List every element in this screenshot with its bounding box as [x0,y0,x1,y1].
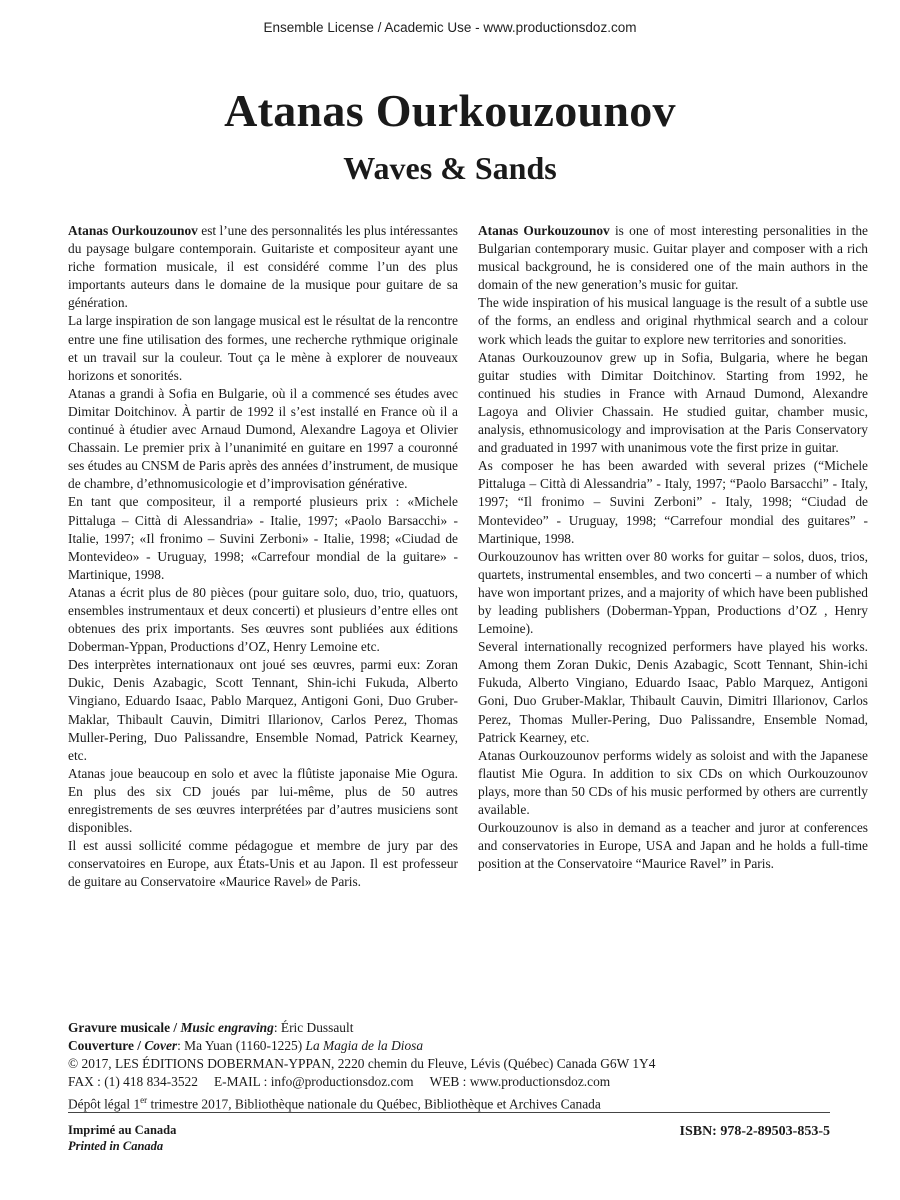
fr-paragraph-7: Atanas joue beaucoup en solo et avec la flûtiste japonaise Mie Ogura. En plus des six CD joués par lui-même, plus de 50 autres enregistrements de ses œuvres interprétées par d’autres musiciens sont disponibles. [68,765,458,836]
english-biography [478,222,868,873]
footer-divider [68,1112,830,1113]
en-paragraph-8: Ourkouzounov is also in demand as a teacher and juror at conferences and conservatories in Europe, USA and Japan and he holds a full-time position at the Conservatoire “Maurice Ravel” in Paris. [478,820,868,872]
cover-credit [68,1037,848,1055]
legal-deposit-superscript: er [140,1095,148,1106]
engraving-value: : Éric Dussault [273,1020,354,1035]
email-address[interactable]: E-MAIL : info@productionsdoz.com [213,1074,414,1090]
publication-credits [68,1019,848,1114]
en-composer-name: Atanas Ourkouzounov [478,223,610,238]
fr-paragraph-4: En tant que compositeur, il a remporté plusieurs prix : «Michele Pittaluga – Città di Alessandria» - Italie, 1997; «Paolo Barsacchi» - Italie, 1997; «Il fronimo – Suvini Zerboni» - Italie, 1998; «Ciudad de Montevideo» - Uruguay, 1998; «Carrefour mondial de la guitare» - Martinique, 1998. [68,494,458,582]
legal-deposit-prefix: Dépôt légal 1 [68,1096,141,1112]
printed-in-fr: Imprimé au Canada [68,1123,177,1137]
en-paragraph-7: Atanas Ourkouzounov performs widely as soloist and with the Japanese flautist Mie Ogura. In addition to six CDs on which Ourkouzounov plays, more than 50 CDs of his music performed by others are currently available. [478,747,868,817]
printed-in [68,1122,176,1154]
en-paragraph-4: As composer he has been awarded with several prizes (“Michele Pittaluga – Città di Alessandria” - Italy, 1997; “Paolo Barsacchi” - Italy, 1997; “Il fronimo – Suvini Zerboni” - Italy, 1998; “Ciudad de Montevideo” - Uruguay, 1998; “Carrefour mondial des guitares” - Martinique, 1998. [478,458,868,546]
en-paragraph-6: Several internationally recognized performers have played his works. Among them Zoran Dukic, Denis Azabagic, Scott Tennant, Shin-ichi Fukuda, Alberto Vingiano, Eduardo Isaac, Pablo Marquez, Antigoni Goni, Duo Gruber-Maklar, Thibault Cauvin, Dimitri Illarionov, Carlos Perez, Thomas Muller-Pering, Duo Palissandre, Ensemble Nomad, Patrick Kearney, etc. [478,639,868,745]
fax-number: FAX : (1) 418 834-3522 [68,1074,198,1090]
license-header: Ensemble License / Academic Use - www.productionsdoz.com [263,20,637,35]
legal-deposit-line [68,1091,848,1114]
en-paragraph-2: The wide inspiration of his musical language is the result of a subtle use of the forms, an endless and original rhythmical search and a colour work which leads the guitar to explore new territories and sonorities. [478,295,868,347]
fr-paragraph-1-text: est l’une des personnalités les plus intéressantes du paysage bulgare contemporain. Guitariste et compositeur ayant une riche formation musicale, il est considéré comme l’un des plus importants auteurs dans le domaine de la musique pour guitare de sa génération. [68,223,458,311]
copyright-line: © 2017, LES ÉDITIONS DOBERMAN-YPPAN, 2220 chemin du Fleuve, Lévis (Québec) Canada G6W 1Y4 [68,1056,656,1072]
fr-composer-name: Atanas Ourkouzounov [68,223,198,238]
composer-title: Atanas Ourkouzounov [224,85,676,136]
fr-paragraph-8: Il est aussi sollicité comme pédagogue et membre de jury par des conservatoires en Europe, aux États-Unis et au Japon. Il est professeur de guitare au Conservatoire «Maurice Ravel» de Paris. [68,838,458,890]
en-paragraph-1 [478,222,868,294]
en-paragraph-5: Ourkouzounov has written over 80 works for guitar – solos, duos, trios, quartets, instrumental ensembles, and two concerti – a number of which have won important prizes, and a majority of which have been published by leading publishers (Doberman-Yppan, Productions d’OZ , Henry Lemoine). [478,548,868,637]
website-link[interactable]: WEB : www.productionsdoz.com [429,1074,611,1090]
en-paragraph-3: Atanas Ourkouzounov grew up in Sofia, Bulgaria, where he began guitar studies with Dimitar Doitchinov. Starting from 1992, he continued his studies in France with Arnaud Dumond, Alexandre Lagoya and Olivier Chassain. He studied guitar, chamber music, analysis, ethnomusicology and improvisation at the Paris Conservatory and graduated in 1997 with unanimous vote the first prize in guitar. [478,349,868,456]
fr-paragraph-3: Atanas a grandi à Sofia en Bulgarie, où il a commencé ses études avec Dimitar Doitchinov. À partir de 1992 il s’est installé en France où il a continué à étudier avec Arnaud Dumond, Alexandre Lagoya et Olivier Chassain. Le premier prix à l’unanimité en guitare en 1997 a couronné ses études au CNSM de Paris après des années d’instrument, de musique de chambre, d’ethnomusicologie et d’improvisation générative. [68,385,458,492]
engraving-credit [68,1019,848,1037]
isbn-number: ISBN: 978-2-89503-853-5 [679,1124,830,1139]
en-paragraph-1-text: is one of most interesting personalities in the Bulgarian contemporary music. Guitar player and composer with a rich musical background, he is considered one of the main authors in the domain of the new generation’s music for guitar. [478,223,868,293]
legal-deposit-text: trimestre 2017, Bibliothèque nationale du Québec, Bibliothèque et Archives Canada [147,1096,601,1112]
work-subtitle: Waves & Sands [343,150,557,186]
contact-line [68,1073,848,1091]
fr-paragraph-1 [68,222,458,312]
fr-paragraph-5: Atanas a écrit plus de 80 pièces (pour guitare solo, duo, trio, quatuors, ensembles instrumentaux et deux concerti) et plusieurs d’entre elles ont obtenues des prix importants. Ses œuvres sont publiées aux éditions Doberman-Yppan, Productions d’OZ, Henry Lemoine etc. [68,584,458,655]
french-biography [68,222,458,891]
printed-in-en: Printed in Canada [68,1139,164,1153]
cover-label: Couverture / [68,1038,145,1054]
cover-label-en: Cover [144,1038,178,1054]
fr-paragraph-2: La large inspiration de son langage musical est le résultat de la rencontre entre une fine utilisation des formes, une recherche rythmique originale et un travail sur la couleur. Tout ça le mène à explorer de nouveaux horizons et sonorités. [68,313,458,383]
cover-work-title: La Magia de la Diosa [305,1038,424,1054]
cover-value: : Ma Yuan (1160-1225) [177,1038,306,1054]
fr-paragraph-6: Des interprètes internationaux ont joué ses œuvres, parmi eux: Zoran Dukic, Denis Azabagic, Scott Tennant, Shin-ichi Fukuda, Alberto Vingiano, Eduardo Isaac, Pablo Marquez, Antigoni Goni, Duo Gruber-Maklar, Thibault Cauvin, Dimitri Illarionov, Carlos Perez, Thomas Muller-Pering, Duo Palissandre, Ensemble Nomad, Patrick Kearney, etc. [68,657,458,763]
engraving-label: Gravure musicale / [68,1020,181,1035]
engraving-label-en: Music engraving [180,1020,274,1035]
